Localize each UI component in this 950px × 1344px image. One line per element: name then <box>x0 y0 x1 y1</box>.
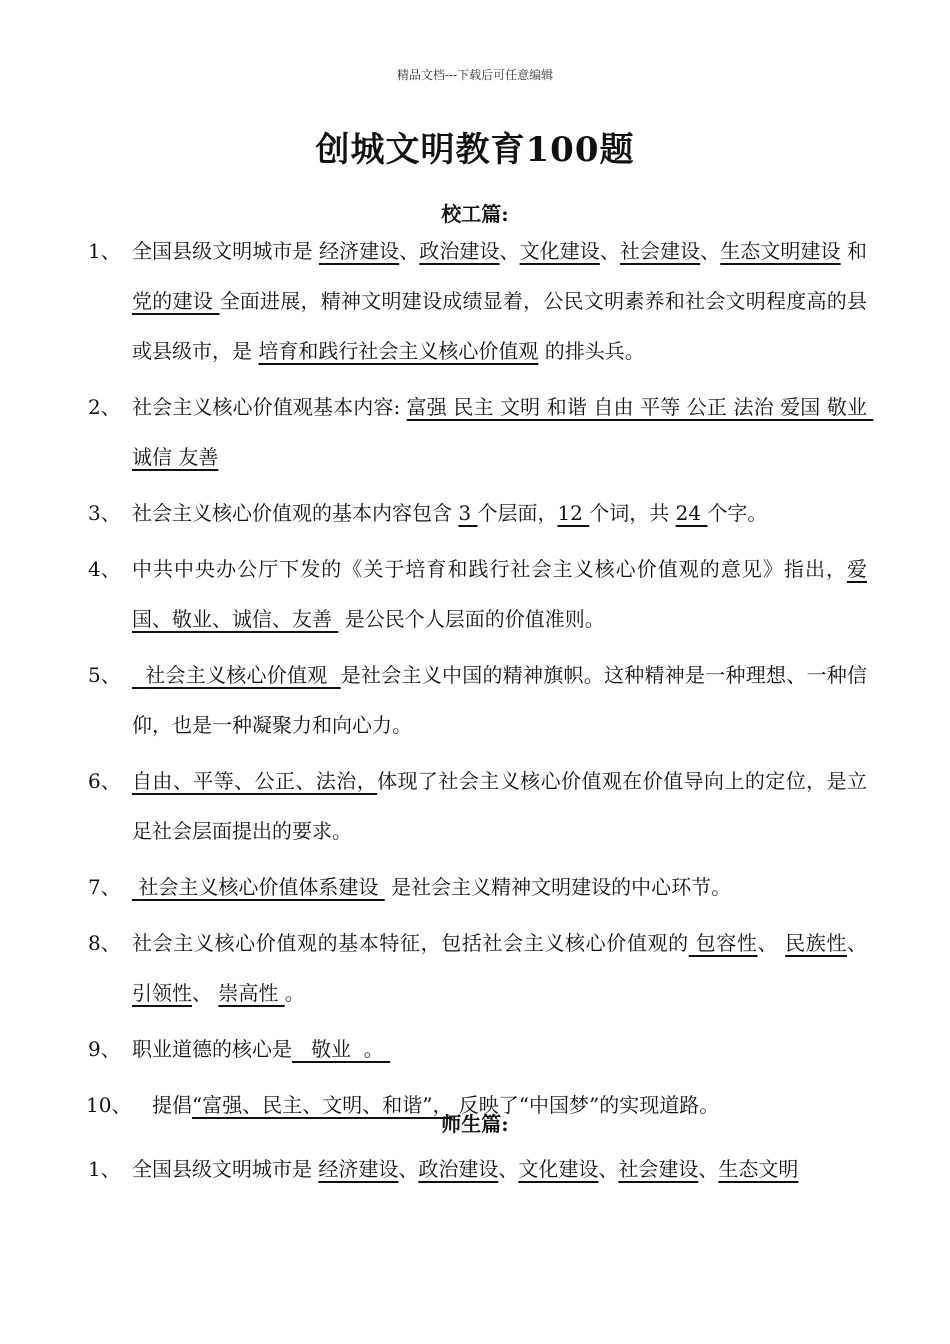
question-fragment: 社会主义核心价值观的基本内容包含 <box>132 501 459 525</box>
question-text <box>132 382 874 482</box>
question-fragment: 、 <box>757 931 786 955</box>
question-fragment: 和 <box>840 239 874 263</box>
question-fragment: 是社会主义中国的精神旗帜。这种精神是一种理想、一种信仰，也是一种凝聚力和向心力。 <box>132 663 867 737</box>
answer-blank: 3 <box>458 501 478 525</box>
question-fragment: 职业道德的核心是 <box>132 1037 292 1061</box>
question-item <box>0 382 950 482</box>
answer-blank: 崇高性 <box>218 981 285 1005</box>
question-fragment: 提倡 <box>152 1093 192 1117</box>
question-fragment: 是公民个人层面的价值准则。 <box>338 607 605 631</box>
answer-blank: 包容性 <box>688 931 758 955</box>
question-fragment: 全面进展，精神文明建设成绩显着，公民文明素养和社会文明程度高的县或县级市，是 <box>132 289 868 363</box>
question-fragment: 、 <box>598 1157 619 1181</box>
question-fragment: 的排头兵。 <box>538 339 645 363</box>
question-number: 9、 <box>88 1037 121 1061</box>
answer-blank: 社会主义核心价值观 <box>132 663 341 687</box>
answer-blank: 生态文明 <box>718 1157 799 1181</box>
question-fragment: 全国县级文明城市是 <box>132 239 319 263</box>
answer-blank: 爱国、敬业、诚信、友善 <box>132 557 867 631</box>
question-item <box>0 1024 950 1074</box>
question-text <box>132 488 867 538</box>
answer-blank: 社会建设 <box>618 1157 699 1181</box>
answer-blank: 党的建设 <box>132 289 220 313</box>
answer-blank: 社会主义核心价值体系建设 <box>132 875 385 899</box>
question-fragment: 个词，共 <box>589 501 676 525</box>
question-fragment: 个字。 <box>707 501 768 525</box>
question-text <box>132 650 867 750</box>
question-fragment: 个层面， <box>477 501 558 525</box>
section-heading: 校工篇: <box>441 202 509 226</box>
question-fragment: 反映了“中国梦”的实现道路。 <box>452 1093 720 1117</box>
question-text <box>132 226 874 376</box>
answer-blank: 经济建设 <box>318 239 400 263</box>
answer-blank: 富强 民主 文明 和谐 自由 平等 公正 法治 爱国 敬业 诚信 友善 <box>132 395 874 469</box>
answer-blank: 社会建设 <box>619 239 701 263</box>
answer-blank: 政治建设 <box>418 1157 499 1181</box>
question-fragment: 、 <box>700 239 721 263</box>
question-item <box>0 756 950 856</box>
question-fragment: 中共中央办公厅下发的《关于培育和践行社会主义核心价值观的意见》指出， <box>132 557 847 581</box>
question-list <box>0 226 950 1136</box>
answer-blank: 培育和践行社会主义核心价值观 <box>258 339 539 363</box>
question-fragment: 、 <box>698 1157 719 1181</box>
question-fragment: 、 <box>599 239 620 263</box>
question-text <box>132 862 867 912</box>
question-number: 1、 <box>88 1157 121 1181</box>
question-item <box>0 862 950 912</box>
answer-blank: 24 <box>675 501 708 525</box>
question-item <box>0 650 950 750</box>
section-heading: 师生篇: <box>441 1112 509 1136</box>
answer-blank: 文化建设 <box>519 239 600 263</box>
page-header: 精品文档---下载后可任意编辑 <box>396 68 554 82</box>
document-title: 创城文明教育100题 <box>315 130 635 170</box>
question-fragment: 社会主义核心价值观的基本特征，包括社会主义核心价值观的 <box>132 931 689 955</box>
question-fragment: 是社会主义精神文明建设的中心环节。 <box>384 875 732 899</box>
answer-blank: 生态文明建设 <box>720 239 841 263</box>
question-number: 8、 <box>88 931 121 955</box>
answer-blank: 12 <box>557 501 590 525</box>
answer-blank: 政治建设 <box>419 239 500 263</box>
question-list <box>0 1144 950 1200</box>
answer-blank: 民族性 <box>785 931 848 955</box>
answer-blank: “富强、民主、文明、和谐”， <box>192 1093 453 1117</box>
question-number: 5、 <box>88 663 121 687</box>
question-fragment: 。 <box>284 981 305 1005</box>
question-fragment: 全国县级文明城市是 <box>132 1157 319 1181</box>
answer-blank: 文化建设 <box>518 1157 599 1181</box>
question-number: 1、 <box>88 239 121 263</box>
question-number: 7、 <box>88 875 121 899</box>
question-text <box>132 918 874 1018</box>
answer-blank: 自由、平等、公正、法治， <box>132 769 378 793</box>
question-fragment: 、 <box>847 931 874 955</box>
question-text <box>132 1024 867 1074</box>
question-fragment: 、 <box>192 981 219 1005</box>
question-number: 10、 <box>86 1093 132 1117</box>
answer-blank: 引领性 <box>132 981 192 1005</box>
question-text <box>132 756 867 856</box>
question-item <box>0 226 950 376</box>
question-item <box>0 918 950 1018</box>
answer-blank: 敬业 。 <box>292 1037 391 1061</box>
question-fragment: 体现了社会主义核心价值观在价值导向上的定位，是立足社会层面提出的要求。 <box>132 769 868 843</box>
question-item <box>0 488 950 538</box>
question-fragment: 、 <box>499 239 520 263</box>
question-number: 2、 <box>88 395 121 419</box>
question-fragment: 、 <box>398 1157 419 1181</box>
question-number: 4、 <box>88 557 121 581</box>
answer-blank: 经济建设 <box>318 1157 399 1181</box>
question-text <box>132 544 867 644</box>
question-item <box>0 544 950 644</box>
question-number: 6、 <box>88 769 121 793</box>
question-text <box>132 1144 867 1194</box>
question-item <box>0 1144 950 1194</box>
question-fragment: 、 <box>399 239 420 263</box>
question-fragment: 社会主义核心价值观基本内容: <box>132 395 407 419</box>
question-fragment: 、 <box>498 1157 519 1181</box>
question-number: 3、 <box>88 501 121 525</box>
